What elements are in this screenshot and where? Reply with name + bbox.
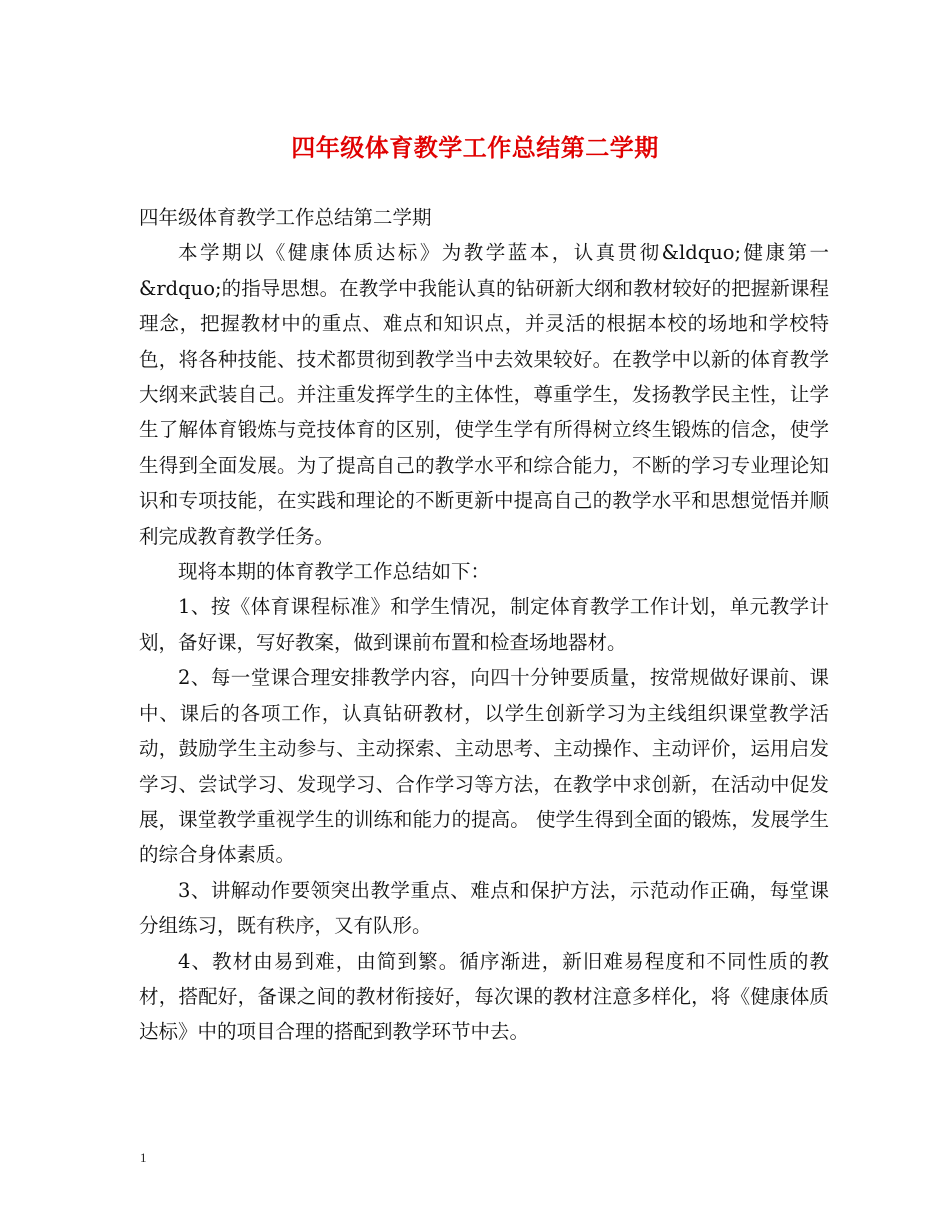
- item-3-paragraph: 3、讲解动作要领突出教学重点、难点和保护方法，示范动作正确，每堂课分组练习，既有秩序，又有队形。: [139, 878, 829, 938]
- item-4-paragraph: 4、教材由易到难，由简到繁。循序渐进，新旧难易程度和不同性质的教材，搭配好，备课之间的教材衔接好，每次课的教材注意多样化，将《健康体质达标》中的项目合理的搭配到教学环节中去。: [139, 949, 829, 1044]
- document-body: [139, 200, 829, 1050]
- intro-paragraph: 本学期以《健康体质达标》为教学蓝本，认真贯彻&ldquo;健康第一&rdquo;的指导思想。在教学中我能认真的钻研新大纲和教材较好的把握新课程理念，把握教材中的重点、难点和知识点，并灵活的根据本校的场地和学校特色，将各种技能、技术都贯彻到教学当中去效果较好。在教学中以新的体育教学大纲来武装自己。并注重发挥学生的主体性，尊重学生，发扬教学民主性，让学生了解体育锻炼与竞技体育的区别，使学生学有所得树立终生锻炼的信念，使学生得到全面发展。为了提高自己的教学水平和综合能力，不断的学习专业理论知识和专项技能，在实践和理论的不断更新中提高自己的教学水平和思想觉悟并顺利完成教育教学任务。: [139, 241, 829, 548]
- document-title: 四年级体育教学工作总结第二学期: [291, 133, 659, 162]
- item-1-paragraph: 1、按《体育课程标准》和学生情况，制定体育教学工作计划，单元教学计划，备好课，写好教案，做到课前布置和检查场地器材。: [139, 595, 829, 654]
- subtitle-paragraph: 四年级体育教学工作总结第二学期: [139, 206, 432, 229]
- summary-lead-paragraph: 现将本期的体育教学工作总结如下：: [178, 560, 491, 584]
- page-number: 1: [140, 1150, 147, 1165]
- item-2-paragraph: 2、每一堂课合理安排教学内容，向四十分钟要质量，按常规做好课前、课中、课后的各项工作，认真钻研教材，以学生创新学习为主线组织课堂教学活动，鼓励学生主动参与、主动探索、主动思考、主动操作、主动评价，运用启发学习、尝试学习、发现学习、合作学习等方法，在教学中求创新，在活动中促发展，课堂教学重视学生的训练和能力的提高。 使学生得到全面的锻炼，发展学生的综合身体素质。: [139, 666, 829, 867]
